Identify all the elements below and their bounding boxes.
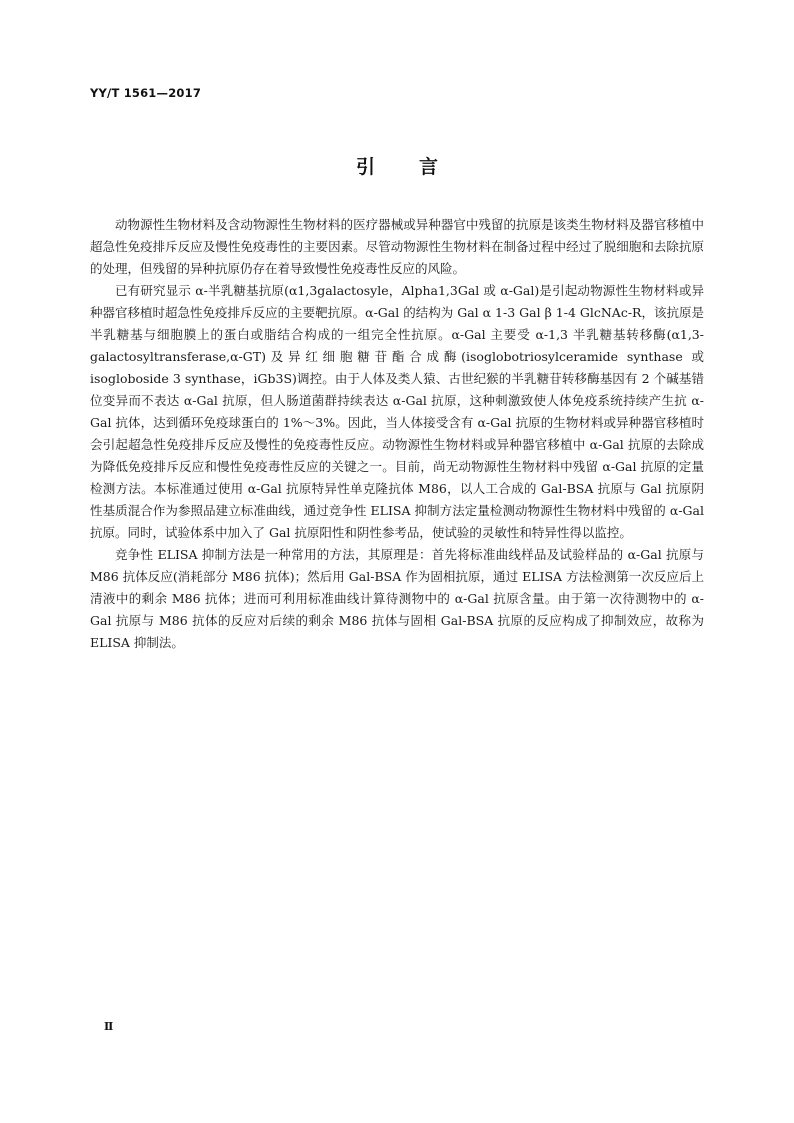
paragraph: 动物源性生物材料及含动物源性生物材料的医疗器械或异种器官中残留的抗原是该类生物材料及器官移植中超急性免疫排斥反应及慢性免疫毒性的主要因素。尽管动物源性生物材料在制备过程中经过了脱细胞和去除抗原的处理，但残留的异种抗原仍存在着导致慢性免疫毒性反应的风险。 [90, 217, 704, 276]
page-title: 引言 [355, 156, 482, 178]
introduction-body [90, 214, 704, 654]
standard-number: YY/T 1561—2017 [90, 86, 202, 100]
paragraph: 竞争性 ELISA 抑制方法是一种常用的方法，其原理是：首先将标准曲线样品及试验样品的 α-Gal 抗原与 M86 抗体反应(消耗部分 M86 抗体)；然后用 Gal-BSA 作为固相抗原，通过 ELISA 方法检测第一次反应后上清液中的剩余 M86 抗体；进而可利用标准曲线计算待测物中的 α-Gal 抗原含量。由于第一次待测物中的 α-Gal 抗原与 M86 抗体的反应对后续的剩余 M86 抗体与固相 Gal-BSA 抗原的反应构成了抑制效应，故称为 ELISA 抑制法。 [90, 547, 704, 650]
page-number: Ⅱ [104, 1020, 114, 1033]
paragraph: 已有研究显示 α-半乳糖基抗原(α1,3galactosyle，Alpha1,3Gal 或 α-Gal)是引起动物源性生物材料或异种器官移植时超急性免疫排斥反应的主要靶抗原。α-Gal 的结构为 Gal α 1-3 Gal β 1-4 GlcNAc-R，该抗原是半乳糖基与细胞膜上的蛋白或脂结合构成的一组完全性抗原。α-Gal 主要受 α-1,3 半乳糖基转移酶(α1,3-galactosyltransferase,α-GT)及异红细胞糖苷酯合成酶(isoglobotriosylceramide synthase 或 isogloboside 3 synthase，iGb3S)调控。由于人体及类人猿、古世纪猴的半乳糖苷转移酶基因有 2 个碱基错位变异而不表达 α-Gal 抗原，但人肠道菌群持续表达 α-Gal 抗原，这种刺激致使人体免疫系统持续产生抗 α-Gal 抗体，达到循环免疫球蛋白的 1%～3%。因此，当人体接受含有 α-Gal 抗原的生物材料或异种器官移植时会引起超急性免疫排斥反应及慢性的免疫毒性反应。动物源性生物材料或异种器官移植中 α-Gal 抗原的去除成为降低免疫排斥反应和慢性免疫毒性反应的关键之一。目前，尚无动物源性生物材料中残留 α-Gal 抗原的定量检测方法。本标准通过使用 α-Gal 抗原特异性单克隆抗体 M86，以人工合成的 Gal-BSA 抗原与 Gal 抗原阴性基质混合作为参照品建立标准曲线，通过竞争性 ELISA 抑制方法定量检测动物源性生物材料中残留的 α-Gal 抗原。同时，试验体系中加入了 Gal 抗原阳性和阴性参考品，使试验的灵敏性和特异性得以监控。 [90, 283, 704, 540]
